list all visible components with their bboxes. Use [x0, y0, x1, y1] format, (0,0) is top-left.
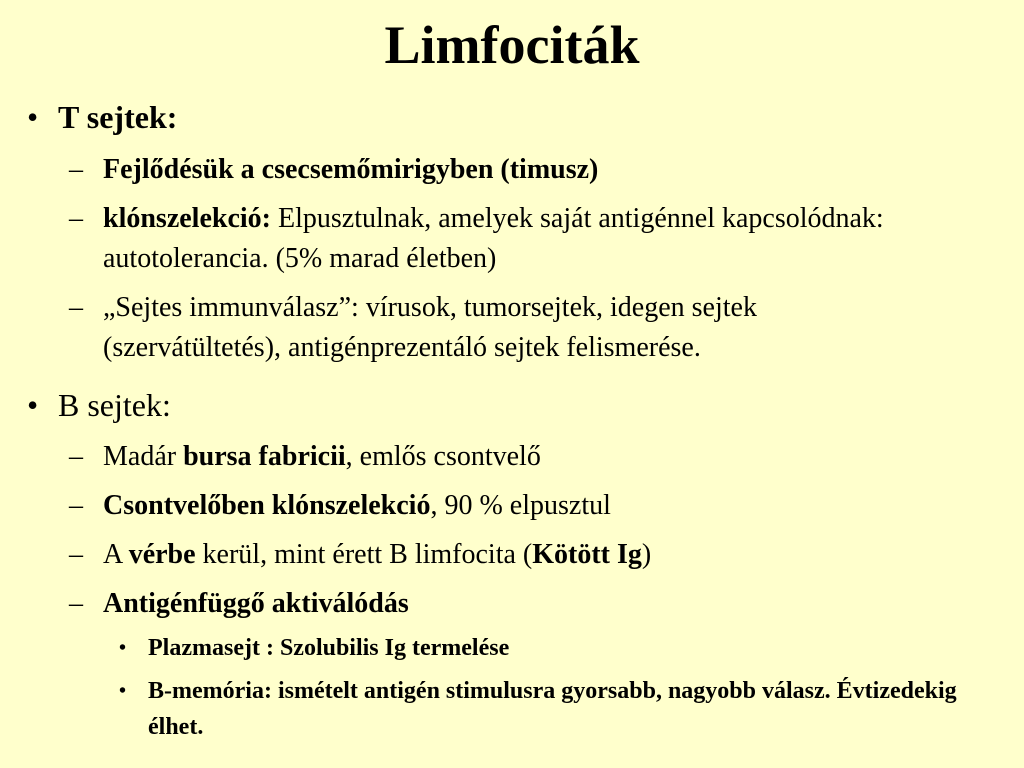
b-item-origin-text: Madár bursa fabricii, emlős csontvelő	[103, 441, 541, 472]
bullet-icon: •	[119, 637, 127, 659]
dash-icon: –	[69, 490, 83, 521]
bullet-icon: •	[119, 680, 127, 702]
dash-icon: –	[69, 539, 83, 570]
b-subitem-plasma-cell-text: Plazmasejt : Szolubilis Ig termelése	[148, 635, 510, 661]
bullet-icon: •	[27, 387, 39, 423]
dash-icon: –	[69, 441, 83, 472]
dash-icon: –	[69, 203, 83, 234]
t-cells-heading: T sejtek:	[58, 99, 178, 135]
b-item-bone-marrow-text: Csontvelőben klónszelekció, 90 % elpusztul	[103, 490, 611, 521]
dash-icon: –	[69, 154, 83, 185]
t-item-cellular-immunity-text: „Sejtes immunválasz”: vírusok, tumorsejtek, idegen sejtek (szervátültetés), antigénprezentáló sejtek felismerése.	[103, 292, 757, 363]
t-item-clonal-selection-text: klónszelekció: Elpusztulnak, amelyek saját antigénnel kapcsolódnak: autotolerancia. (5% marad életben)	[103, 203, 884, 274]
slide-title: Limfociták	[384, 15, 640, 75]
bullet-icon: •	[27, 99, 39, 135]
t-item-development-text: Fejlődésük a csecsemőmirigyben (timusz)	[103, 154, 599, 185]
b-subitem-memory-text: B-memória: ismételt antigén stimulusra gyorsabb, nagyobb válasz. Évtizedekig élhet.	[148, 678, 957, 740]
b-item-blood-text: A vérbe kerül, mint érett B limfocita (Kötött Ig)	[103, 539, 652, 570]
b-cells-heading: B sejtek:	[58, 387, 171, 423]
b-item-activation-text: Antigénfüggő aktiválódás	[103, 588, 409, 619]
dash-icon: –	[69, 588, 83, 619]
dash-icon: –	[69, 292, 83, 323]
